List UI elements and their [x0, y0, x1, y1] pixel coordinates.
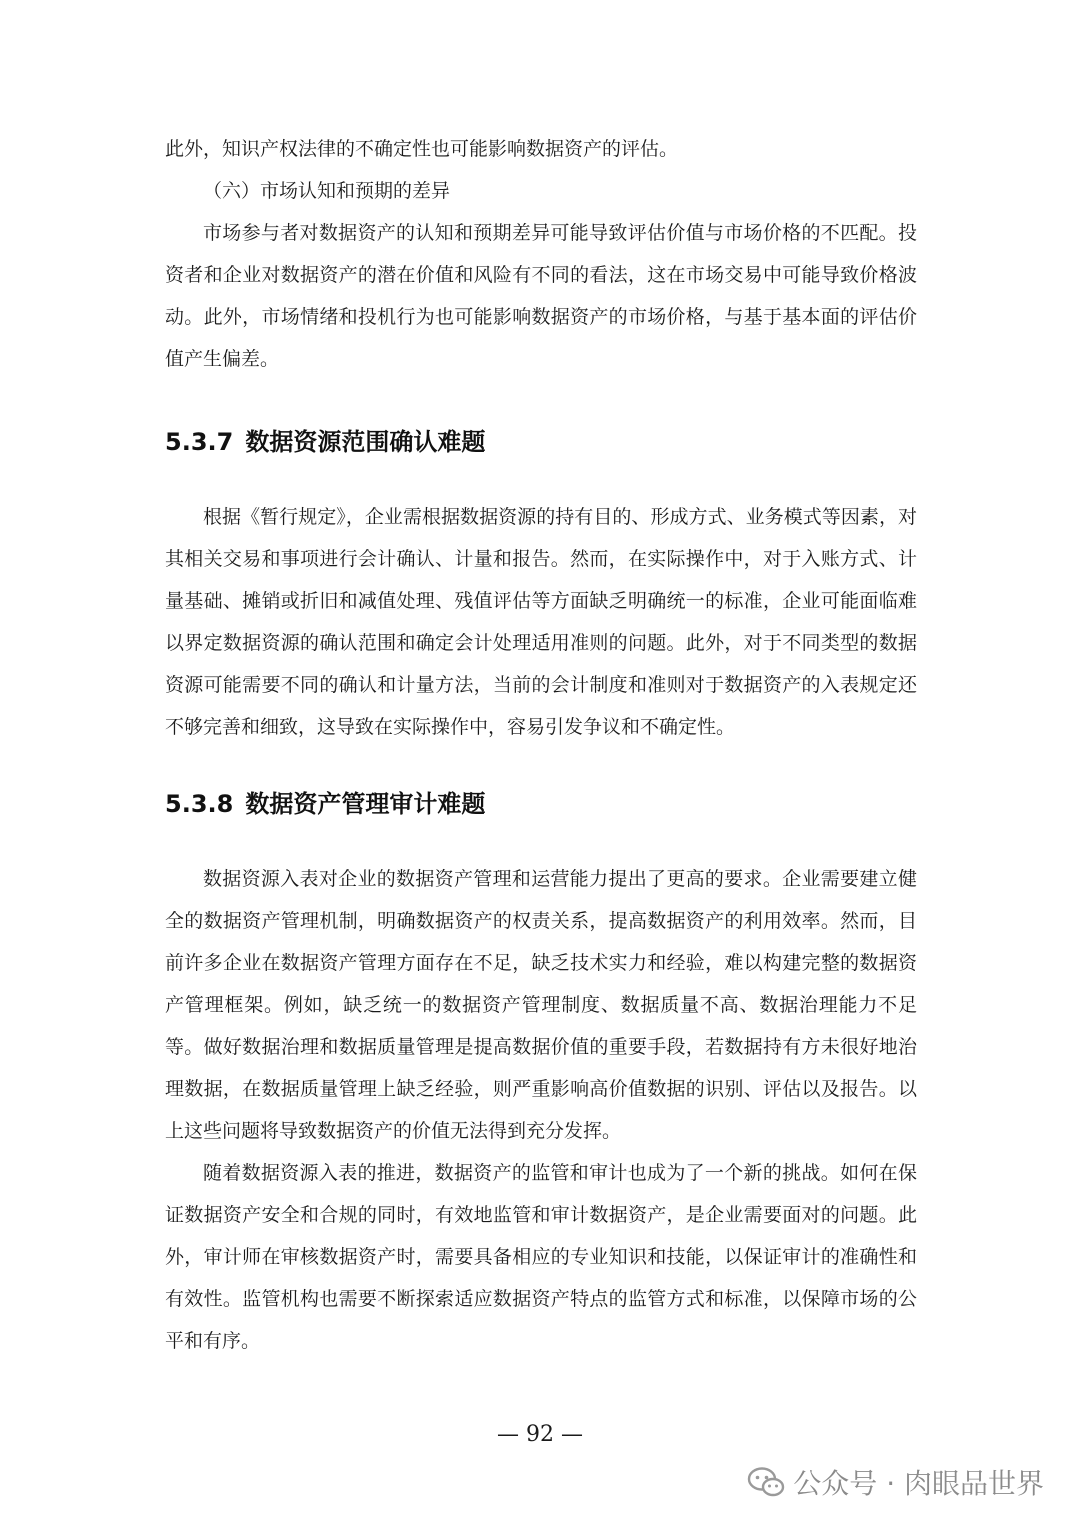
- section-heading-5-3-8: [165, 786, 917, 822]
- subheading: （六）市场认知和预期的差异: [203, 180, 451, 202]
- watermark: [747, 1462, 1044, 1502]
- section-number: 5.3.8: [165, 790, 234, 818]
- section-5-3-8-paragraph-1: 数据资源入表对企业的数据资产管理和运营能力提出了更高的要求。企业需要建立健全的数据资产管理机制，明确数据资产的权责关系，提高数据资产的利用效率。然而，目前许多企业在数据资产管理方面存在不足，缺乏技术实力和经验，难以构建完整的数据资产管理框架。例如，缺乏统一的数据资产管理制度、数据质量不高、数据治理能力不足等。做好数据治理和数据质量管理是提高数据价值的重要手段，若数据持有方未很好地治理数据，在数据质量管理上缺乏经验，则严重影响高价值数据的识别、评估以及报告。以上这些问题将导致数据资产的价值无法得到充分发挥。: [165, 868, 917, 1142]
- section-number: 5.3.7: [165, 428, 234, 456]
- intro-line: 此外，知识产权法律的不确定性也可能影响数据资产的评估。: [165, 138, 679, 160]
- section-5-3-7-paragraph: 根据《暂行规定》，企业需根据数据资源的持有目的、形成方式、业务模式等因素，对其相关交易和事项进行会计确认、计量和报告。然而，在实际操作中，对于入账方式、计量基础、摊销或折旧和减值处理、残值评估等方面缺乏明确统一的标准，企业可能面临难以界定数据资源的确认范围和确定会计处理适用准则的问题。此外，对于不同类型的数据资源可能需要不同的确认和计量方法，当前的会计制度和准则对于数据资产的入表规定还不够完善和细致，这导致在实际操作中，容易引发争议和不确定性。: [165, 506, 917, 738]
- document-page: [165, 128, 917, 1362]
- page-number: — 92 —: [497, 1422, 583, 1447]
- section-title: 数据资产管理审计难题: [245, 790, 486, 818]
- section-5-3-8-paragraph-2: 随着数据资源入表的推进，数据资产的监管和审计也成为了一个新的挑战。如何在保证数据资产安全和合规的同时，有效地监管和审计数据资产，是企业需要面对的问题。此外，审计师在审核数据资产时，需要具备相应的专业知识和技能，以保证审计的准确性和有效性。监管机构也需要不断探索适应数据资产特点的监管方式和标准，以保障市场的公平和有序。: [165, 1162, 917, 1352]
- section-heading-5-3-7: [165, 424, 917, 460]
- watermark-text: 公众号 · 肉眼品世界: [793, 1467, 1044, 1500]
- wechat-icon: [747, 1466, 785, 1498]
- section-title: 数据资源范围确认难题: [245, 428, 486, 456]
- intro-paragraph: 市场参与者对数据资产的认知和预期差异可能导致评估价值与市场价格的不匹配。投资者和企业对数据资产的潜在价值和风险有不同的看法，这在市场交易中可能导致价格波动。此外，市场情绪和投机行为也可能影响数据资产的市场价格，与基于基本面的评估价值产生偏差。: [165, 222, 917, 370]
